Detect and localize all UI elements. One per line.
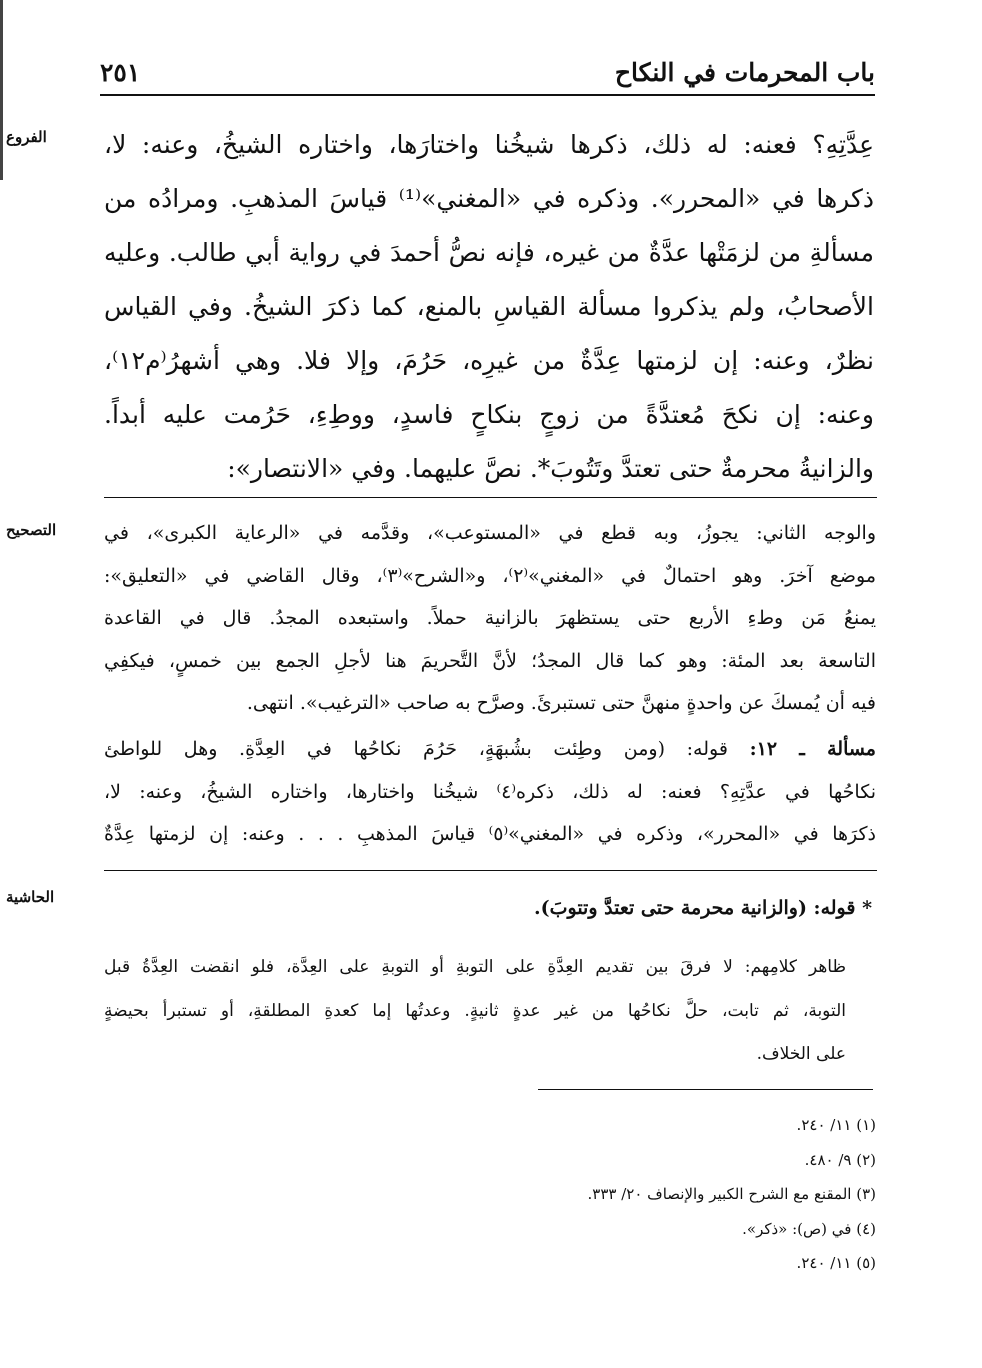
section-divider [104, 870, 877, 871]
running-title: باب المحرمات في النكاح [614, 58, 875, 87]
main-line: الأصحابُ، ولم يذكروا مسألة القياسِ بالمنع، كما ذكرَ الشيخُ. وفي القياس [104, 292, 874, 321]
hashia-line: ظاهر كلامِهم: لا فرقَ بين تقديم العِدَّةِ على التوبةِ أو التوبةِ على العِدَّة، فلو انقضت العِدَّةُ قبل [104, 957, 846, 977]
tashih-line: فيه أن يُمسكَ عن واحدةٍ منهنَّ حتى تستبرئَ. وصرَّح به صاحب «الترغيب». انتهى. [246, 692, 876, 714]
main-line: مسألةِ من لزمَتْها عدَّةٌ من غيره، فإنه نصُّ أحمدَ في رواية أبي طالب. وعليه [104, 238, 874, 267]
masala-heading: مسألة ـ ١٢: [749, 738, 876, 760]
tashih-text [104, 512, 876, 725]
main-line: عِدَّتِهِ؟ فعنه: له ذلك، ذكرها شيخُنا واختارَها، واختاره الشيخُ، وعنه: لا، [104, 130, 874, 159]
tashih-line: موضع آخرَ. وهو احتمالٌ في «المغني»⁽٢⁾، و«الشرح»⁽٣⁾، وقال القاضي في «التعليق»: [104, 564, 876, 587]
masala-line: ذكرَها في «المحرر»، وذكره في «المغني»⁽٥⁾ قياسَ المذهبِ . . . وعنه: إن لزمتها عِدَّةٌ [104, 823, 876, 845]
footnote: (٥) ١١/ ٢٤٠. [796, 1254, 876, 1272]
hashia-line: على الخلاف. [756, 1044, 846, 1064]
hashia-text [104, 946, 846, 1077]
footnote: (٤) في (ص): «ذكر». [742, 1219, 876, 1238]
hashia-line: التوبة، ثم تابت، حلَّ نكاحُها من غير عدةٍ ثانيةٍ. وعدتُها إما كعدةِ المطلقةِ، أو تستبرأ بحيضةٍ [104, 1000, 846, 1021]
hashia-quote: * قوله: (والزانية محرمة حتى تعتدَّ وتتوبَ). [534, 897, 872, 919]
masala-first-line [104, 728, 876, 771]
header-rule [100, 94, 875, 96]
page-header [100, 52, 875, 96]
main-line: ذكرها في «المحرر». وذكره في «المغني»⁽¹⁾ قياسَ المذهبِ. ومرادُه من [104, 184, 874, 213]
masala-first-line-text: قوله: (ومن وطِئت بشُبهَةٍ، حَرُمَ نكاحُها في العِدَّةِ. وهل للواطئ [104, 738, 728, 760]
tashih-line: والوجه الثاني: يجوزُ، وبه قطع في «المستوعب»، وقدَّمه في «الرعاية الكبرى»، في [104, 522, 876, 544]
masala-line: نكاحُها في عدَّتِهِ؟ فعنه: له ذلك، ذكره⁽٤⁾ شيخُنا واختارها، واختاره الشيخُ، وعنه: لا، [104, 780, 876, 803]
tashih-line: التاسعة بعد المئة: وهو كما قال المجدُ؛ لأنَّ التَّحريمَ هنا لأجلِ الجمع بين خمسٍ، فيكفِي [104, 649, 876, 672]
main-line: نظرٌ، وعنه: إن لزمتها عِدَّةٌ من غيرِه، حَرُمَ، وإلا فلا. وهي أشهرُ⁽م١٢⁾، [104, 346, 874, 375]
main-text [104, 118, 874, 496]
tashih-line: يمنعُ مَن وطءِ الأربع حتى يستظهرَ بالزانية حملاً. واستبعده المجدُ. قال في القاعدة [104, 607, 876, 629]
page-number: ٢٥١ [100, 58, 141, 87]
main-line: والزانيةُ محرمةٌ حتى تعتدَّ وتَتُوبَ*. نصَّ عليهما. وفي «الانتصار»: [227, 454, 874, 483]
masala-text [104, 728, 876, 856]
footnotes [587, 1108, 876, 1281]
footnote: (٣) المقنع مع الشرح الكبير والإنصاف ٢٠/ ٣٣٣. [587, 1185, 876, 1203]
footnote-rule [538, 1089, 873, 1090]
footnote: (١) ١١/ ٢٤٠. [796, 1116, 876, 1134]
side-label-furu: الفروع [6, 128, 47, 146]
footnote: (٢) ٩/ ٤٨٠. [804, 1150, 876, 1169]
side-label-hashia: الحاشية [6, 888, 55, 906]
section-divider [104, 497, 877, 498]
binding-edge [0, 0, 3, 180]
main-line: وعنه: إن نكحَ مُعتدَّةً من زوجٍ بنكاحٍ فاسدٍ، ووطِءِ، حَرُمت عليه أبداً. [104, 400, 874, 429]
side-label-tashih: التصحيح [6, 521, 57, 539]
